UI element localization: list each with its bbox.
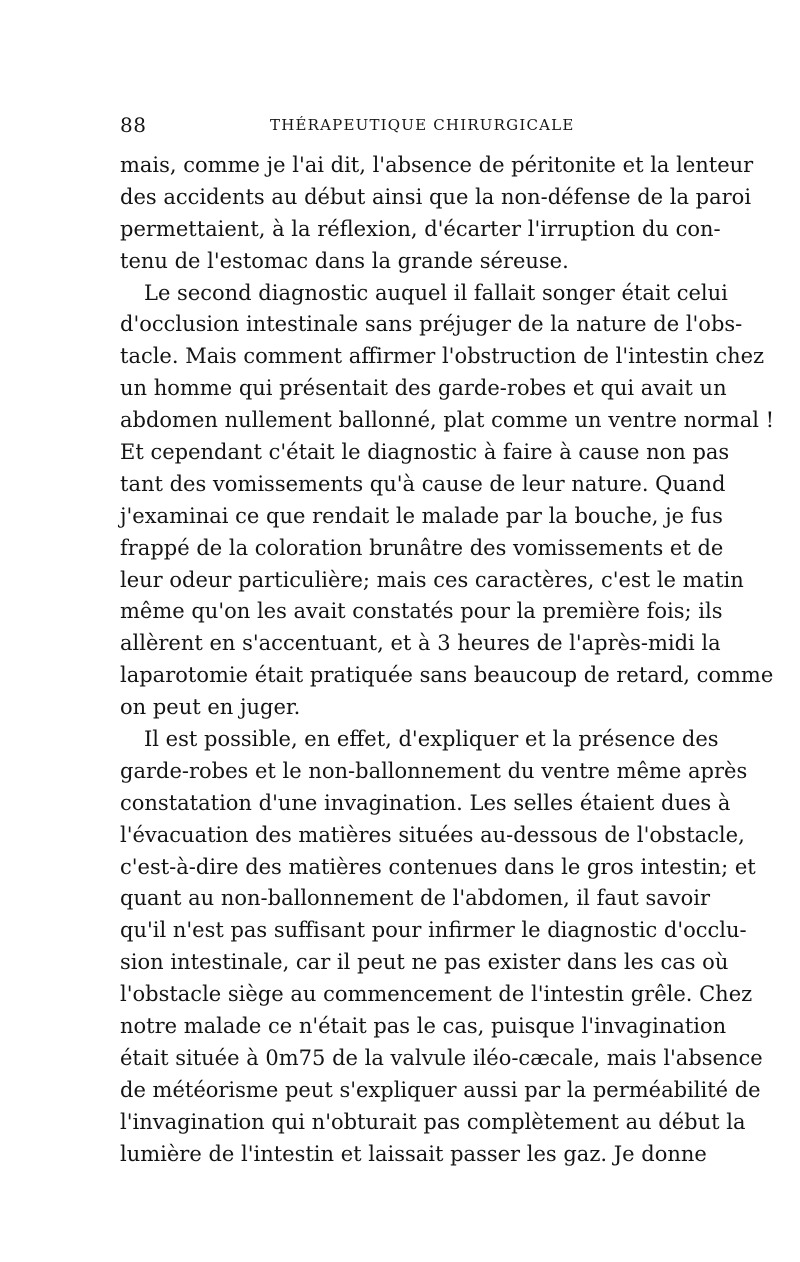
text-line: tacle. Mais comment affirmer l'obstruction de l'intestin chez (120, 344, 765, 369)
text-line: même qu'on les avait constatés pour la première fois; ils (120, 599, 723, 624)
text-line: constatation d'une invagination. Les selles étaient dues à (120, 790, 731, 815)
text-line: abdomen nullement ballonné, plat comme un ventre normal ! (120, 408, 775, 433)
running-title: THÉRAPEUTIQUE CHIRURGICALE (270, 116, 575, 134)
text-line: l'obstacle siège au commencement de l'intestin grêle. Chez (120, 982, 753, 1007)
text-line: c'est-à-dire des matières contenues dans le gros intestin; et (120, 854, 756, 879)
running-head (120, 110, 680, 140)
text-line: un homme qui présentait des garde-robes et qui avait un (120, 376, 727, 401)
body-text (120, 150, 775, 1171)
text-line: allèrent en s'accentuant, et à 3 heures de l'après-midi la (120, 631, 721, 656)
text-line: Le second diagnostic auquel il fallait songer était celui (144, 280, 728, 305)
text-line: laparotomie était pratiquée sans beaucoup de retard, comme (120, 663, 774, 688)
text-line: mais, comme je l'ai dit, l'absence de péritonite et la lenteur (120, 153, 754, 177)
text-line: tenu de l'estomac dans la grande séreuse. (120, 248, 569, 273)
text-line: permettaient, à la réflexion, d'écarter l'irruption du con- (120, 216, 721, 241)
text-line: d'occlusion intestinale sans préjuger de la nature de l'obs- (120, 312, 743, 337)
text-line: frappé de la coloration brunâtre des vomissements et de (120, 535, 724, 560)
text-line: des accidents au début ainsi que la non-défense de la paroi (120, 184, 752, 209)
text-line: notre malade ce n'était pas le cas, puisque l'invagination (120, 1014, 727, 1039)
text-line: lumière de l'intestin et laissait passer les gaz. Je donne (120, 1141, 707, 1166)
text-line: on peut en juger. (120, 695, 301, 720)
text-line: leur odeur particulière; mais ces caractères, c'est le matin (120, 567, 744, 592)
page-number: 88 (120, 113, 147, 137)
text-line: de météorisme peut s'expliquer aussi par la perméabilité de (120, 1077, 761, 1102)
text-line: l'évacuation des matières situées au-dessous de l'obstacle, (120, 822, 745, 847)
text-line: sion intestinale, car il peut ne pas exister dans les cas où (120, 950, 729, 975)
text-line: quant au non-ballonnement de l'abdomen, il faut savoir (120, 886, 711, 911)
text-line: garde-robes et le non-ballonnement du ventre même après (120, 758, 748, 783)
text-line: j'examinai ce que rendait le malade par la bouche, je fus (120, 503, 723, 528)
text-line: qu'il n'est pas suffisant pour infirmer le diagnostic d'occlu- (120, 918, 747, 943)
text-line: l'invagination qui n'obturait pas complètement au début la (120, 1109, 746, 1134)
text-line: Il est possible, en effet, d'expliquer et la présence des (144, 727, 719, 752)
text-line: Et cependant c'était le diagnostic à faire à cause non pas (120, 440, 730, 465)
text-line: tant des vomissements qu'à cause de leur nature. Quand (120, 471, 726, 496)
text-line: était située à 0m75 de la valvule iléo-cæcale, mais l'absence (120, 1045, 763, 1070)
